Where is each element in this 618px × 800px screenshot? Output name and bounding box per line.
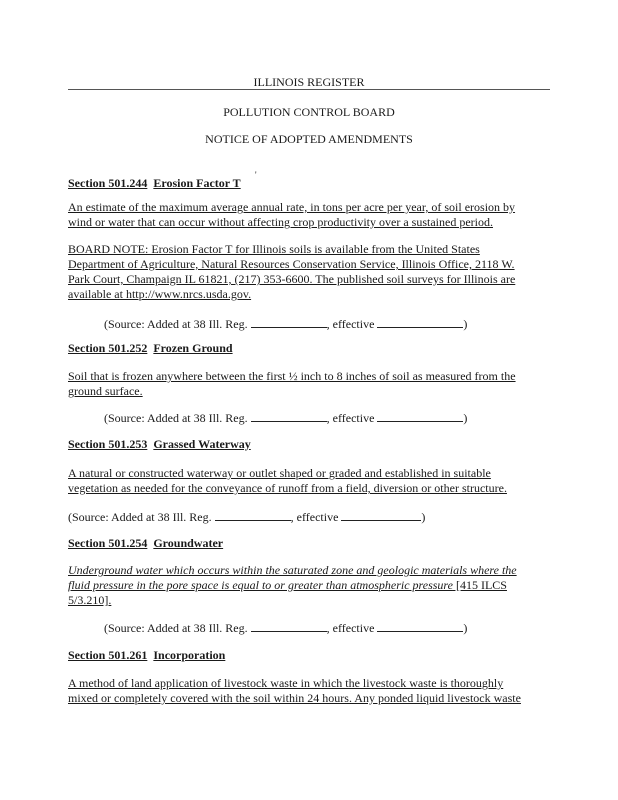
- section-heading: [68, 341, 233, 355]
- blank-field: [251, 410, 327, 422]
- section-heading: [68, 176, 241, 190]
- section-title: Frozen Ground: [153, 341, 233, 355]
- section-body: An estimate of the maximum average annual rate, in tons per acre per year, of soil erosion by wind or water that can occur without affecting crop productivity over a sustained period.: [68, 200, 516, 229]
- board-note: BOARD NOTE: Erosion Factor T for Illinois soils is available from the United States Department of Agriculture, Natural Resources Conservation Service, Illinois Office, 2118 W. Park Court, Champaign IL 61821, (217) 353-6600. The published soil surveys for Illinois are available at http://www.nrcs.usda.gov.: [68, 242, 516, 301]
- section-body: A method of land application of livestock waste in which the livestock waste is thoroughly mixed or completely covered with the soil within 24 hours. Any ponded liquid livestock waste: [68, 676, 521, 705]
- source-line: (Source: Added at 38 Ill. Reg. , effective ): [104, 317, 468, 331]
- section-body: Soil that is frozen anywhere between the first ½ inch to 8 inches of soil as measured from the ground surface.: [68, 369, 516, 398]
- blank-field: [215, 509, 291, 521]
- section-title: Grassed Waterway: [153, 437, 251, 451]
- blank-field: [341, 509, 421, 521]
- source-line: (Source: Added at 38 Ill. Reg. , effective ): [104, 411, 468, 425]
- section-title: Incorporation: [153, 648, 226, 662]
- agency-heading: POLLUTION CONTROL BOARD: [223, 105, 395, 119]
- blank-field: [377, 620, 463, 632]
- section-body: Underground water which occurs within the saturated zone and geologic materials where the fluid pressure in the pore space is equal to or greater than atmospheric pressure [415 ILCS 5/3.210].: [68, 563, 517, 607]
- section-number: Section 501.252: [68, 341, 148, 355]
- section-number: Section 501.244: [68, 176, 148, 190]
- blank-field: [251, 316, 327, 328]
- notice-heading: NOTICE OF ADOPTED AMENDMENTS: [205, 132, 413, 146]
- blank-field: [377, 316, 463, 328]
- section-title: Erosion Factor T: [153, 176, 241, 190]
- section-heading: [68, 648, 225, 662]
- section-body: A natural or constructed waterway or outlet shaped or graded and established in suitable vegetation as needed for the conveyance of runoff from a field, diversion or other structure.: [68, 466, 507, 495]
- blank-field: [251, 620, 327, 632]
- stray-mark: ': [255, 170, 257, 180]
- section-heading: [68, 437, 251, 451]
- header-rule: [68, 89, 550, 90]
- section-title: Groundwater: [153, 536, 224, 550]
- section-number: Section 501.261: [68, 648, 148, 662]
- register-header: ILLINOIS REGISTER: [253, 75, 365, 89]
- source-line: (Source: Added at 38 Ill. Reg. , effective ): [104, 621, 468, 635]
- blank-field: [377, 410, 463, 422]
- section-number: Section 501.253: [68, 437, 148, 451]
- source-line: (Source: Added at 38 Ill. Reg. , effective ): [68, 510, 426, 524]
- section-number: Section 501.254: [68, 536, 148, 550]
- section-heading: [68, 536, 223, 550]
